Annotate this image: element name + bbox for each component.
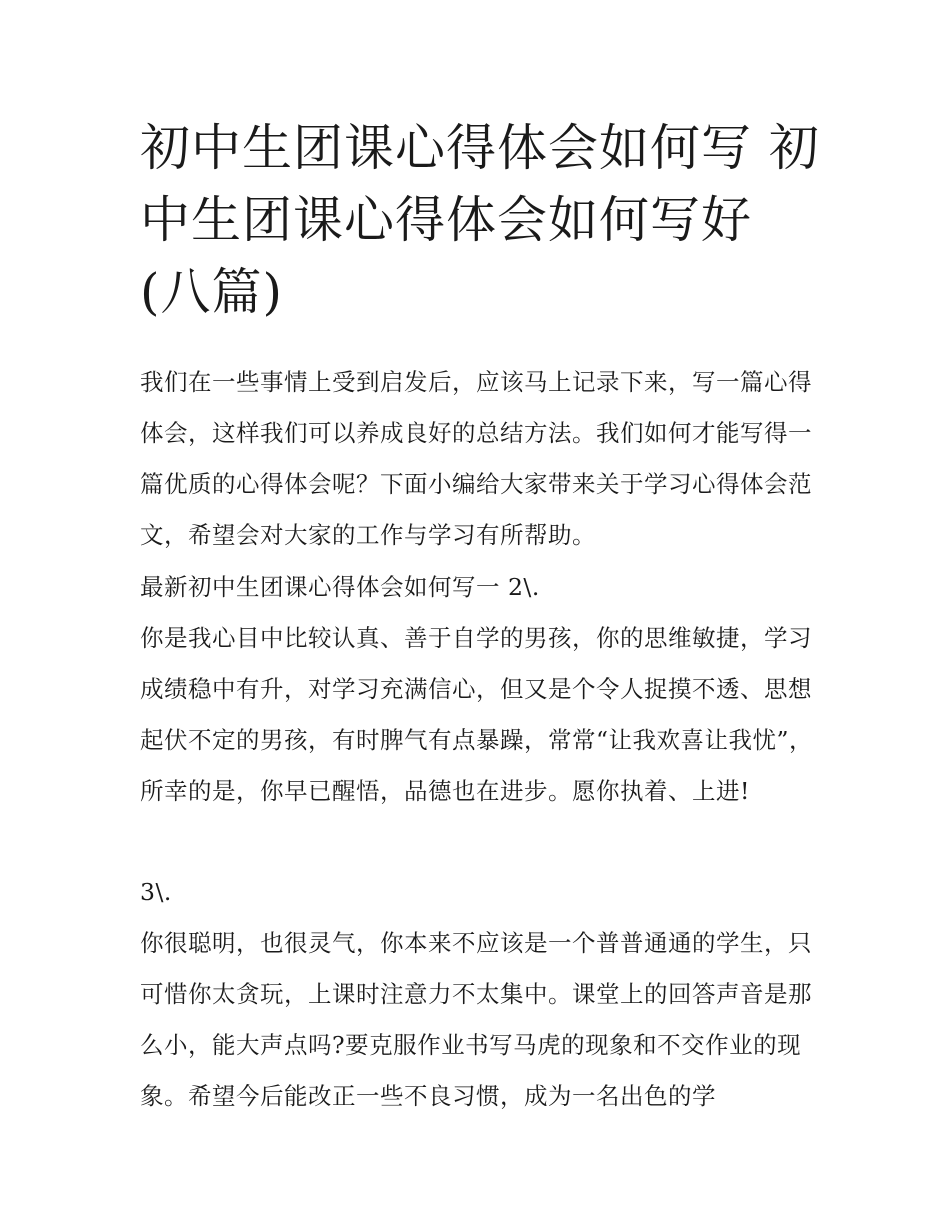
comment-paragraph: 你很聪明，也很灵气，你本来不应该是一个普普通通的学生，只可惜你太贪玩，上课时注意力不太集中。课堂上的回答声音是那么小，能大声点吗?要克服作业书写马虎的现象和不交作业的现象。希望今后能改正一些不良习惯，成为一名出色的学 xyxy=(140,929,812,1110)
section-number: 3\. xyxy=(140,878,172,906)
section-heading: 最新初中生团课心得体会如何写一 2\. xyxy=(140,573,540,601)
document-title: 初中生团课心得体会如何写 初中生团课心得体会如何写好(八篇) xyxy=(140,119,820,321)
intro-paragraph: 我们在一些事情上受到启发后，应该马上记录下来，写一篇心得体会，这样我们可以养成良好的总结方法。我们如何才能写得一篇优质的心得体会呢？下面小编给大家带来关于学习心得体会范文，希望会对大家的工作与学习有所帮助。 xyxy=(140,368,812,549)
comment-paragraph: 你是我心目中比较认真、善于自学的男孩，你的思维敏捷，学习成绩稳中有升，对学习充满信心，但又是个令人捉摸不透、思想起伏不定的男孩，有时脾气有点暴躁，常常“让我欢喜让我忧”，所幸的是，你早已醒悟，品德也在进步。愿你执着、上进! xyxy=(140,624,814,805)
